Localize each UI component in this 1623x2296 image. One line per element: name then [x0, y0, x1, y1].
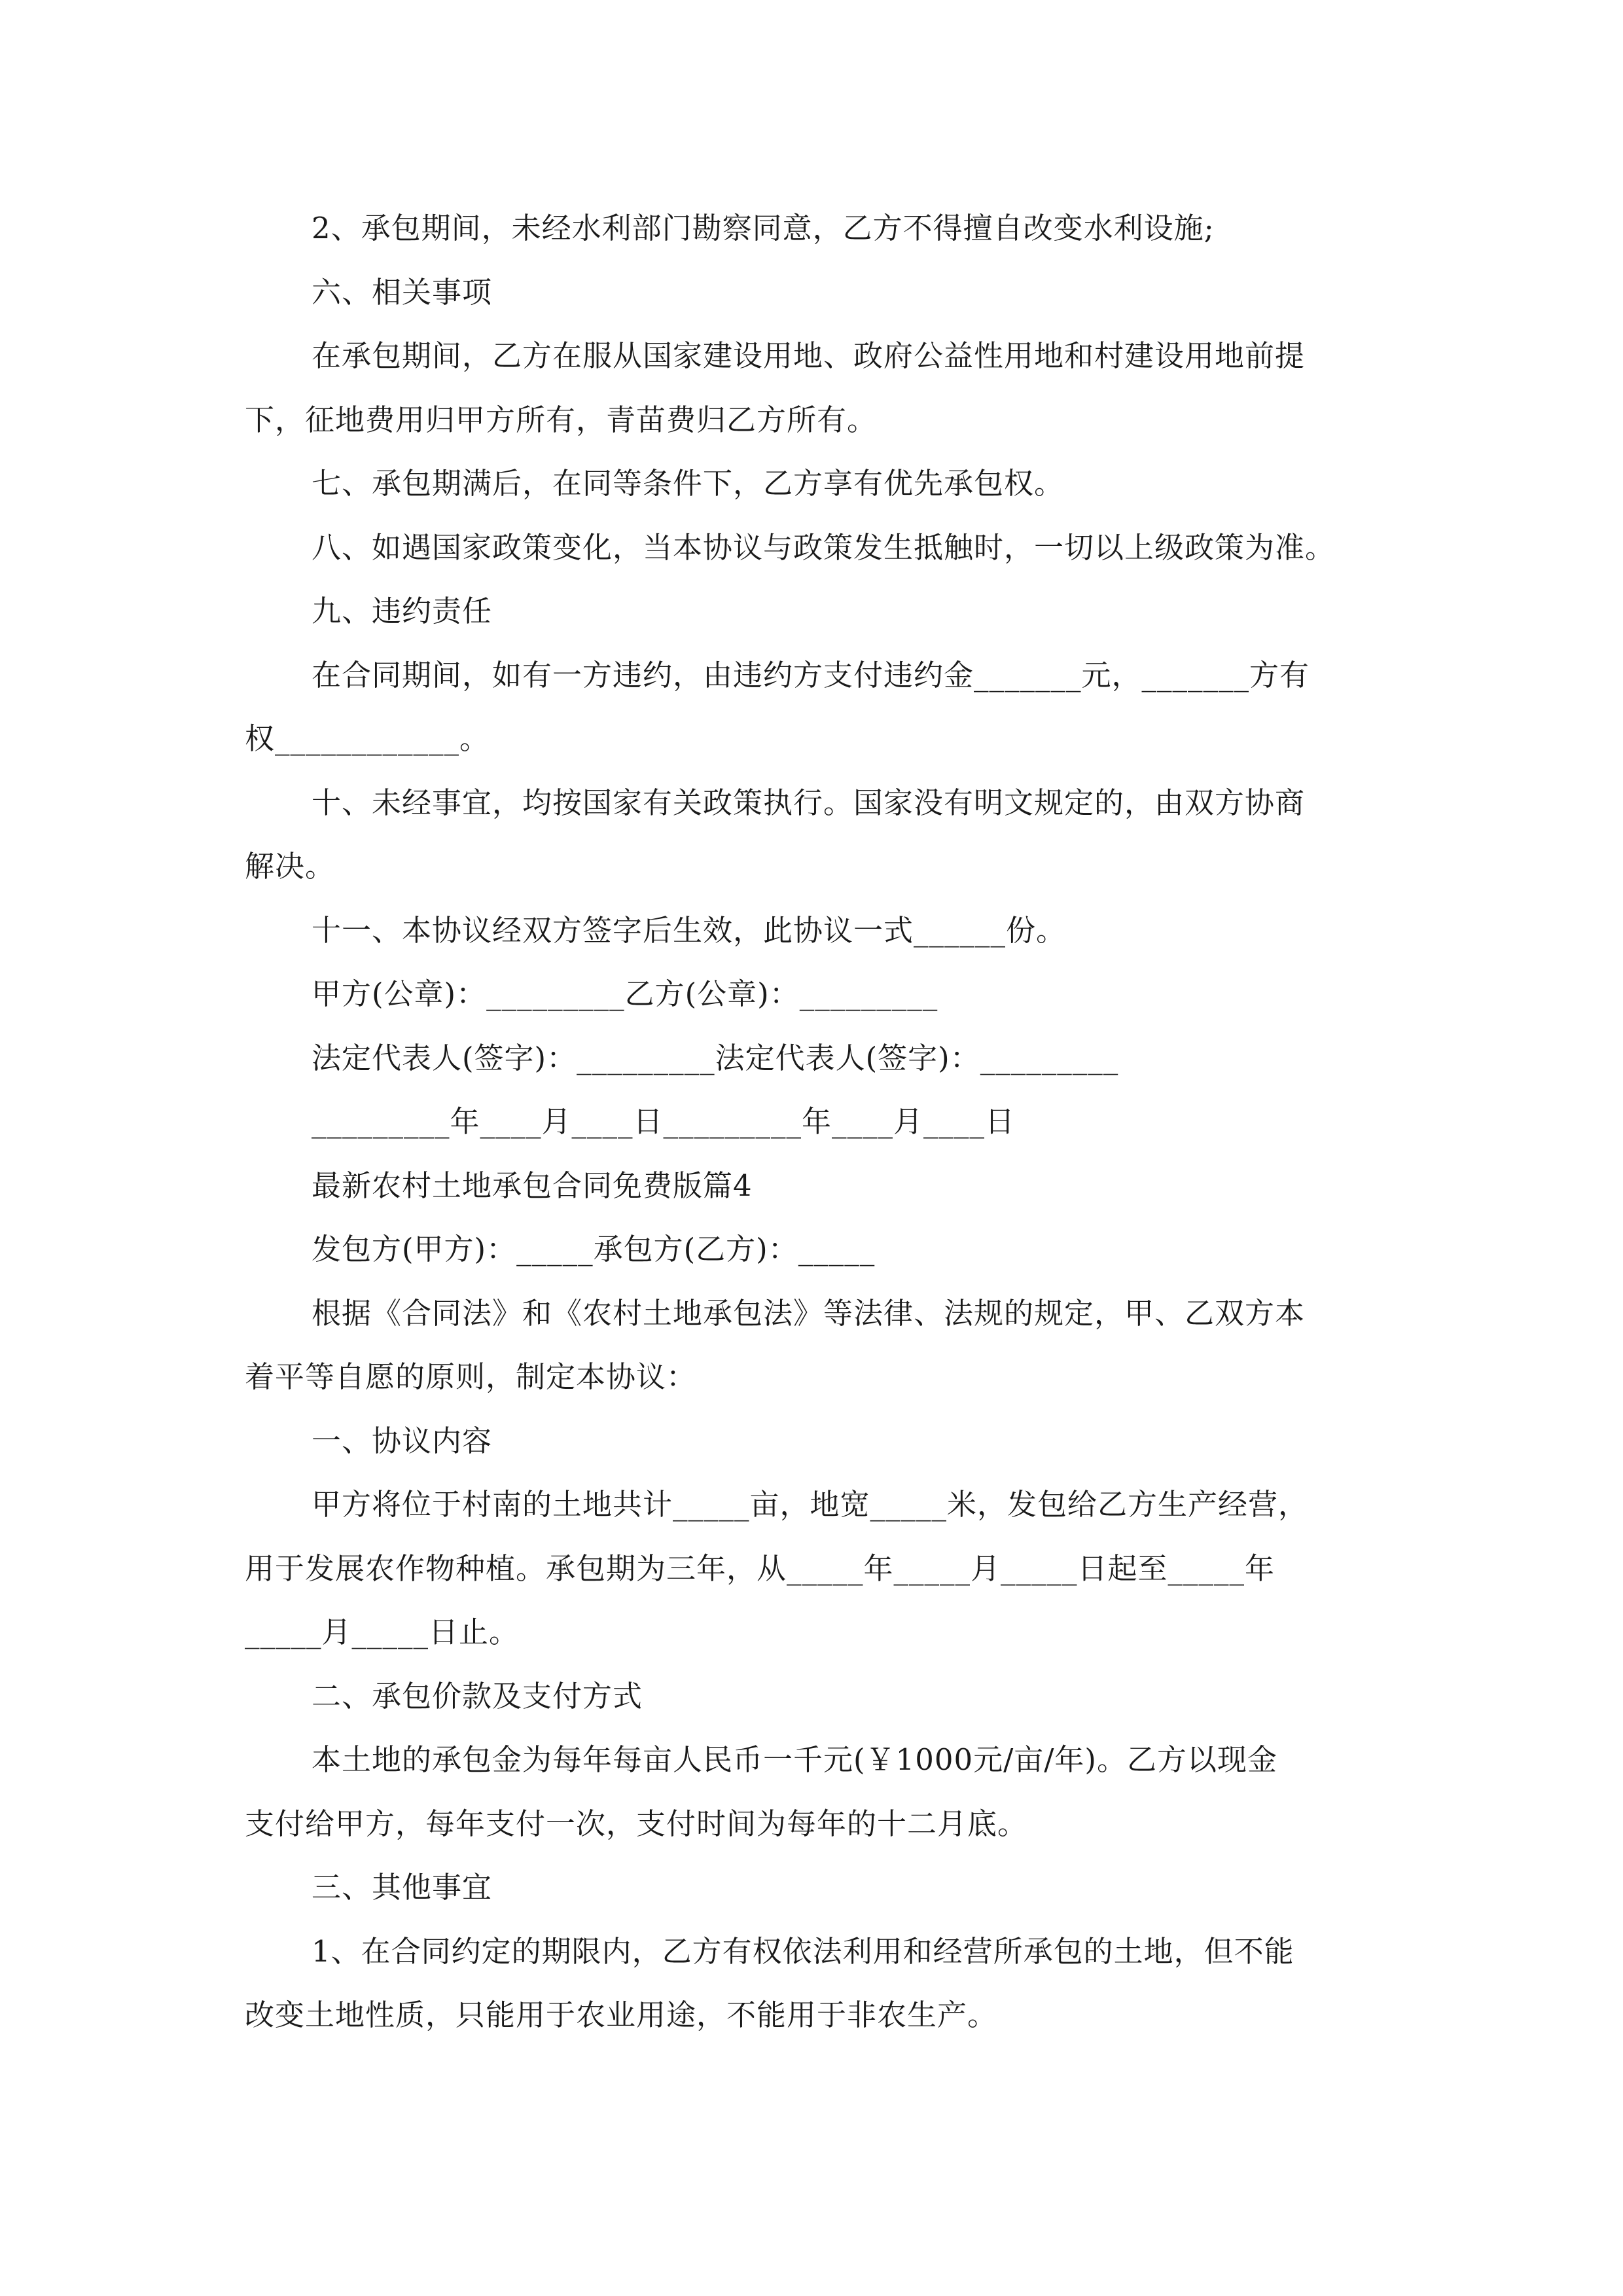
- section-heading: 九、违约责任: [312, 594, 493, 628]
- paragraph: 十一、本协议经双方签字后生效，此协议一式______份。: [312, 912, 1067, 948]
- paragraph: 八、如遇国家政策变化，当本协议与政策发生抵触时，一切以上级政策为准。: [312, 529, 1336, 565]
- signature-line-dates: _________年____月____日_________年____月____日: [312, 1104, 1016, 1139]
- paragraph-continuation: 解决。: [245, 849, 336, 884]
- paragraph-continuation: _____月_____日止。: [245, 1615, 520, 1649]
- document-section-title: 最新农村土地承包合同免费版篇4: [312, 1168, 753, 1203]
- section-heading: 三、其他事宜: [312, 1870, 493, 1905]
- document-body: [245, 196, 1377, 2047]
- paragraph-continuation: 支付给甲方，每年支付一次，支付时间为每年的十二月底。: [245, 1806, 1028, 1841]
- paragraph-continuation: 改变土地性质，只能用于农业用途，不能用于非农生产。: [245, 1998, 998, 2032]
- paragraph: 本土地的承包金为每年每亩人民币一千元(￥1000元/亩/年)。乙方以现金: [312, 1742, 1277, 1777]
- section-heading: 二、承包价款及支付方式: [312, 1678, 643, 1713]
- paragraph-continuation: 权____________。: [245, 721, 490, 756]
- paragraph: 在合同期间，如有一方违约，由违约方支付违约金_______元，_______方有: [312, 657, 1310, 692]
- paragraph: 1、在合同约定的期限内，乙方有权依法利用和经营所承包的土地，但不能: [312, 1933, 1294, 1969]
- section-heading: 一、协议内容: [312, 1423, 493, 1458]
- paragraph-continuation: 用于发展农作物种植。承包期为三年，从_____年_____月_____日起至_____年: [245, 1551, 1275, 1586]
- paragraph: 七、承包期满后，在同等条件下，乙方享有优先承包权。: [312, 466, 1065, 501]
- paragraph: 根据《合同法》和《农村土地承包法》等法律、法规的规定，甲、乙双方本: [312, 1295, 1306, 1331]
- paragraph: 在承包期间，乙方在服从国家建设用地、政府公益性用地和村建设用地前提: [312, 338, 1306, 373]
- signature-line-parties: 甲方(公章)：_________乙方(公章)：_________: [312, 977, 938, 1011]
- paragraph: 甲方将位于村南的土地共计_____亩，地宽_____米，发包给乙方生产经营，: [312, 1487, 1309, 1522]
- paragraph: 十、未经事宜，均按国家有关政策执行。国家没有明文规定的，由双方协商: [312, 785, 1306, 820]
- paragraph: 2、承包期间，未经水利部门勘察同意，乙方不得擅自改变水利设施;: [312, 211, 1215, 245]
- section-heading: 六、相关事项: [312, 274, 493, 310]
- parties-line: 发包方(甲方)：_____承包方(乙方)：_____: [312, 1232, 876, 1266]
- signature-line-representatives: 法定代表人(签字)：_________法定代表人(签字)：_________: [312, 1040, 1119, 1075]
- paragraph-continuation: 下，征地费用归甲方所有，青苗费归乙方所有。: [245, 402, 878, 437]
- paragraph-continuation: 着平等自愿的原则，制定本协议：: [245, 1359, 697, 1394]
